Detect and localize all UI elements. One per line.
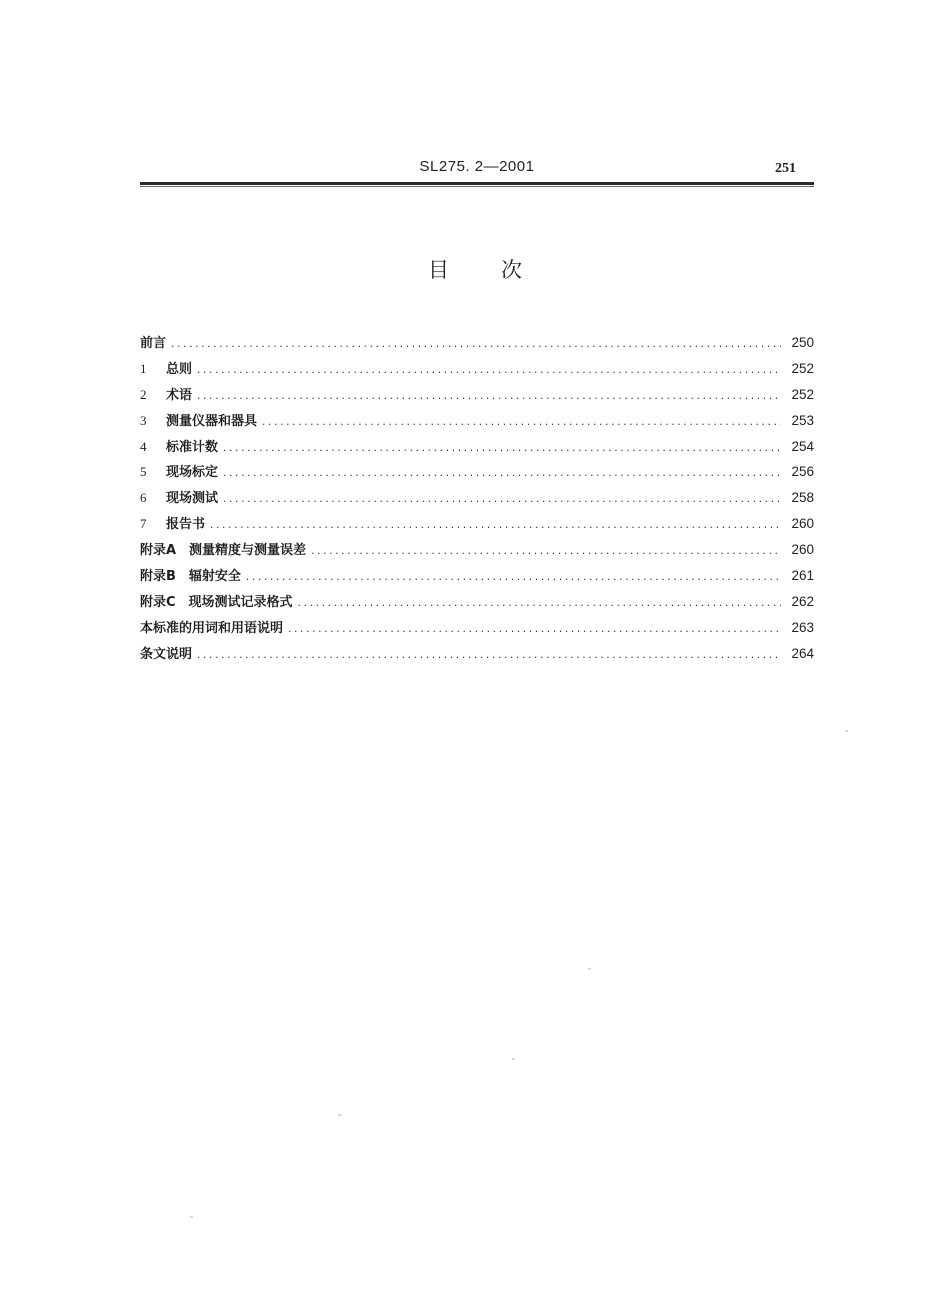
- toc-entry-label: 标准计数: [166, 439, 219, 455]
- toc-entry-label: 附录B 辐射安全: [140, 569, 241, 585]
- toc-entry-number: 4: [140, 438, 147, 454]
- toc-entry-2[interactable]: [140, 384, 814, 410]
- scan-speck: [512, 1058, 515, 1060]
- toc-entry-page: 260: [791, 516, 814, 532]
- toc-entry-page: 261: [791, 568, 814, 584]
- toc-entry-appendix-c[interactable]: [140, 591, 814, 617]
- toc-entry-6[interactable]: [140, 487, 814, 513]
- toc-entry-number: 3: [140, 412, 147, 428]
- toc-entry-preface[interactable]: [140, 332, 814, 358]
- toc-entry-clause-explanation[interactable]: [140, 643, 814, 669]
- dot-leader: [196, 651, 781, 661]
- dot-leader: [297, 599, 781, 609]
- toc-entry-5[interactable]: [140, 461, 814, 487]
- toc-entry-label: 术语: [166, 387, 193, 403]
- toc-entry-page: 250: [791, 335, 814, 350]
- toc-entry-3[interactable]: [140, 410, 814, 436]
- dot-leader: [261, 418, 781, 428]
- toc-entry-label: 前言: [140, 336, 167, 351]
- dot-leader: [222, 469, 781, 479]
- header-rule-thin: [140, 186, 814, 187]
- dot-leader: [170, 340, 781, 350]
- toc-entry-label: 报告书: [166, 517, 206, 533]
- scan-speck: [338, 1114, 341, 1116]
- toc-entry-label: 附录C 现场测试记录格式: [140, 594, 293, 610]
- toc-entry-number: 7: [140, 516, 147, 532]
- scan-speck: [845, 730, 848, 732]
- toc-entry-label: 本标准的用词和用语说明: [140, 620, 284, 636]
- toc-entry-number: 2: [140, 386, 147, 402]
- toc-entry-page: 254: [791, 438, 814, 454]
- toc-entry-page: 260: [791, 542, 814, 558]
- page-number: 251: [775, 161, 796, 176]
- toc-entry-label: 条文说明: [140, 646, 193, 662]
- dot-leader: [222, 444, 781, 454]
- toc-entry-label: 现场测试: [166, 491, 219, 507]
- toc-entry-label: 总则: [166, 361, 193, 377]
- running-header: [140, 158, 814, 182]
- dot-leader: [196, 366, 781, 376]
- toc-entry-label: 附录A 测量精度与测量误差: [140, 543, 307, 559]
- dot-leader: [287, 625, 781, 635]
- toc-entry-page: 256: [791, 464, 814, 480]
- toc-entry-page: 253: [791, 412, 814, 428]
- table-of-contents: [140, 332, 814, 669]
- toc-title: 目次: [428, 258, 574, 282]
- toc-entry-page: 263: [791, 619, 814, 635]
- toc-entry-1[interactable]: [140, 358, 814, 384]
- scan-speck: [190, 1216, 193, 1218]
- toc-entry-label: 测量仪器和器具: [166, 413, 258, 429]
- dot-leader: [245, 573, 781, 583]
- toc-entry-appendix-a[interactable]: [140, 539, 814, 565]
- toc-entry-4[interactable]: [140, 436, 814, 462]
- toc-entry-appendix-b[interactable]: [140, 565, 814, 591]
- scan-speck: [588, 968, 591, 970]
- document-code: SL275. 2—2001: [419, 158, 535, 175]
- dot-leader: [196, 392, 781, 402]
- dot-leader: [310, 547, 781, 557]
- toc-entry-page: 264: [791, 645, 814, 661]
- toc-entry-number: 5: [140, 464, 147, 480]
- toc-entry-wording-explanation[interactable]: [140, 617, 814, 643]
- toc-entry-label: 现场标定: [166, 465, 219, 481]
- toc-entry-7[interactable]: [140, 513, 814, 539]
- toc-entry-number: 1: [140, 360, 147, 376]
- toc-entry-page: 252: [791, 386, 814, 402]
- dot-leader: [222, 495, 781, 505]
- dot-leader: [209, 521, 781, 531]
- toc-entry-page: 252: [791, 360, 814, 376]
- toc-entry-page: 258: [791, 490, 814, 506]
- toc-entry-page: 262: [791, 593, 814, 609]
- header-rule: [140, 182, 814, 185]
- toc-entry-number: 6: [140, 490, 147, 506]
